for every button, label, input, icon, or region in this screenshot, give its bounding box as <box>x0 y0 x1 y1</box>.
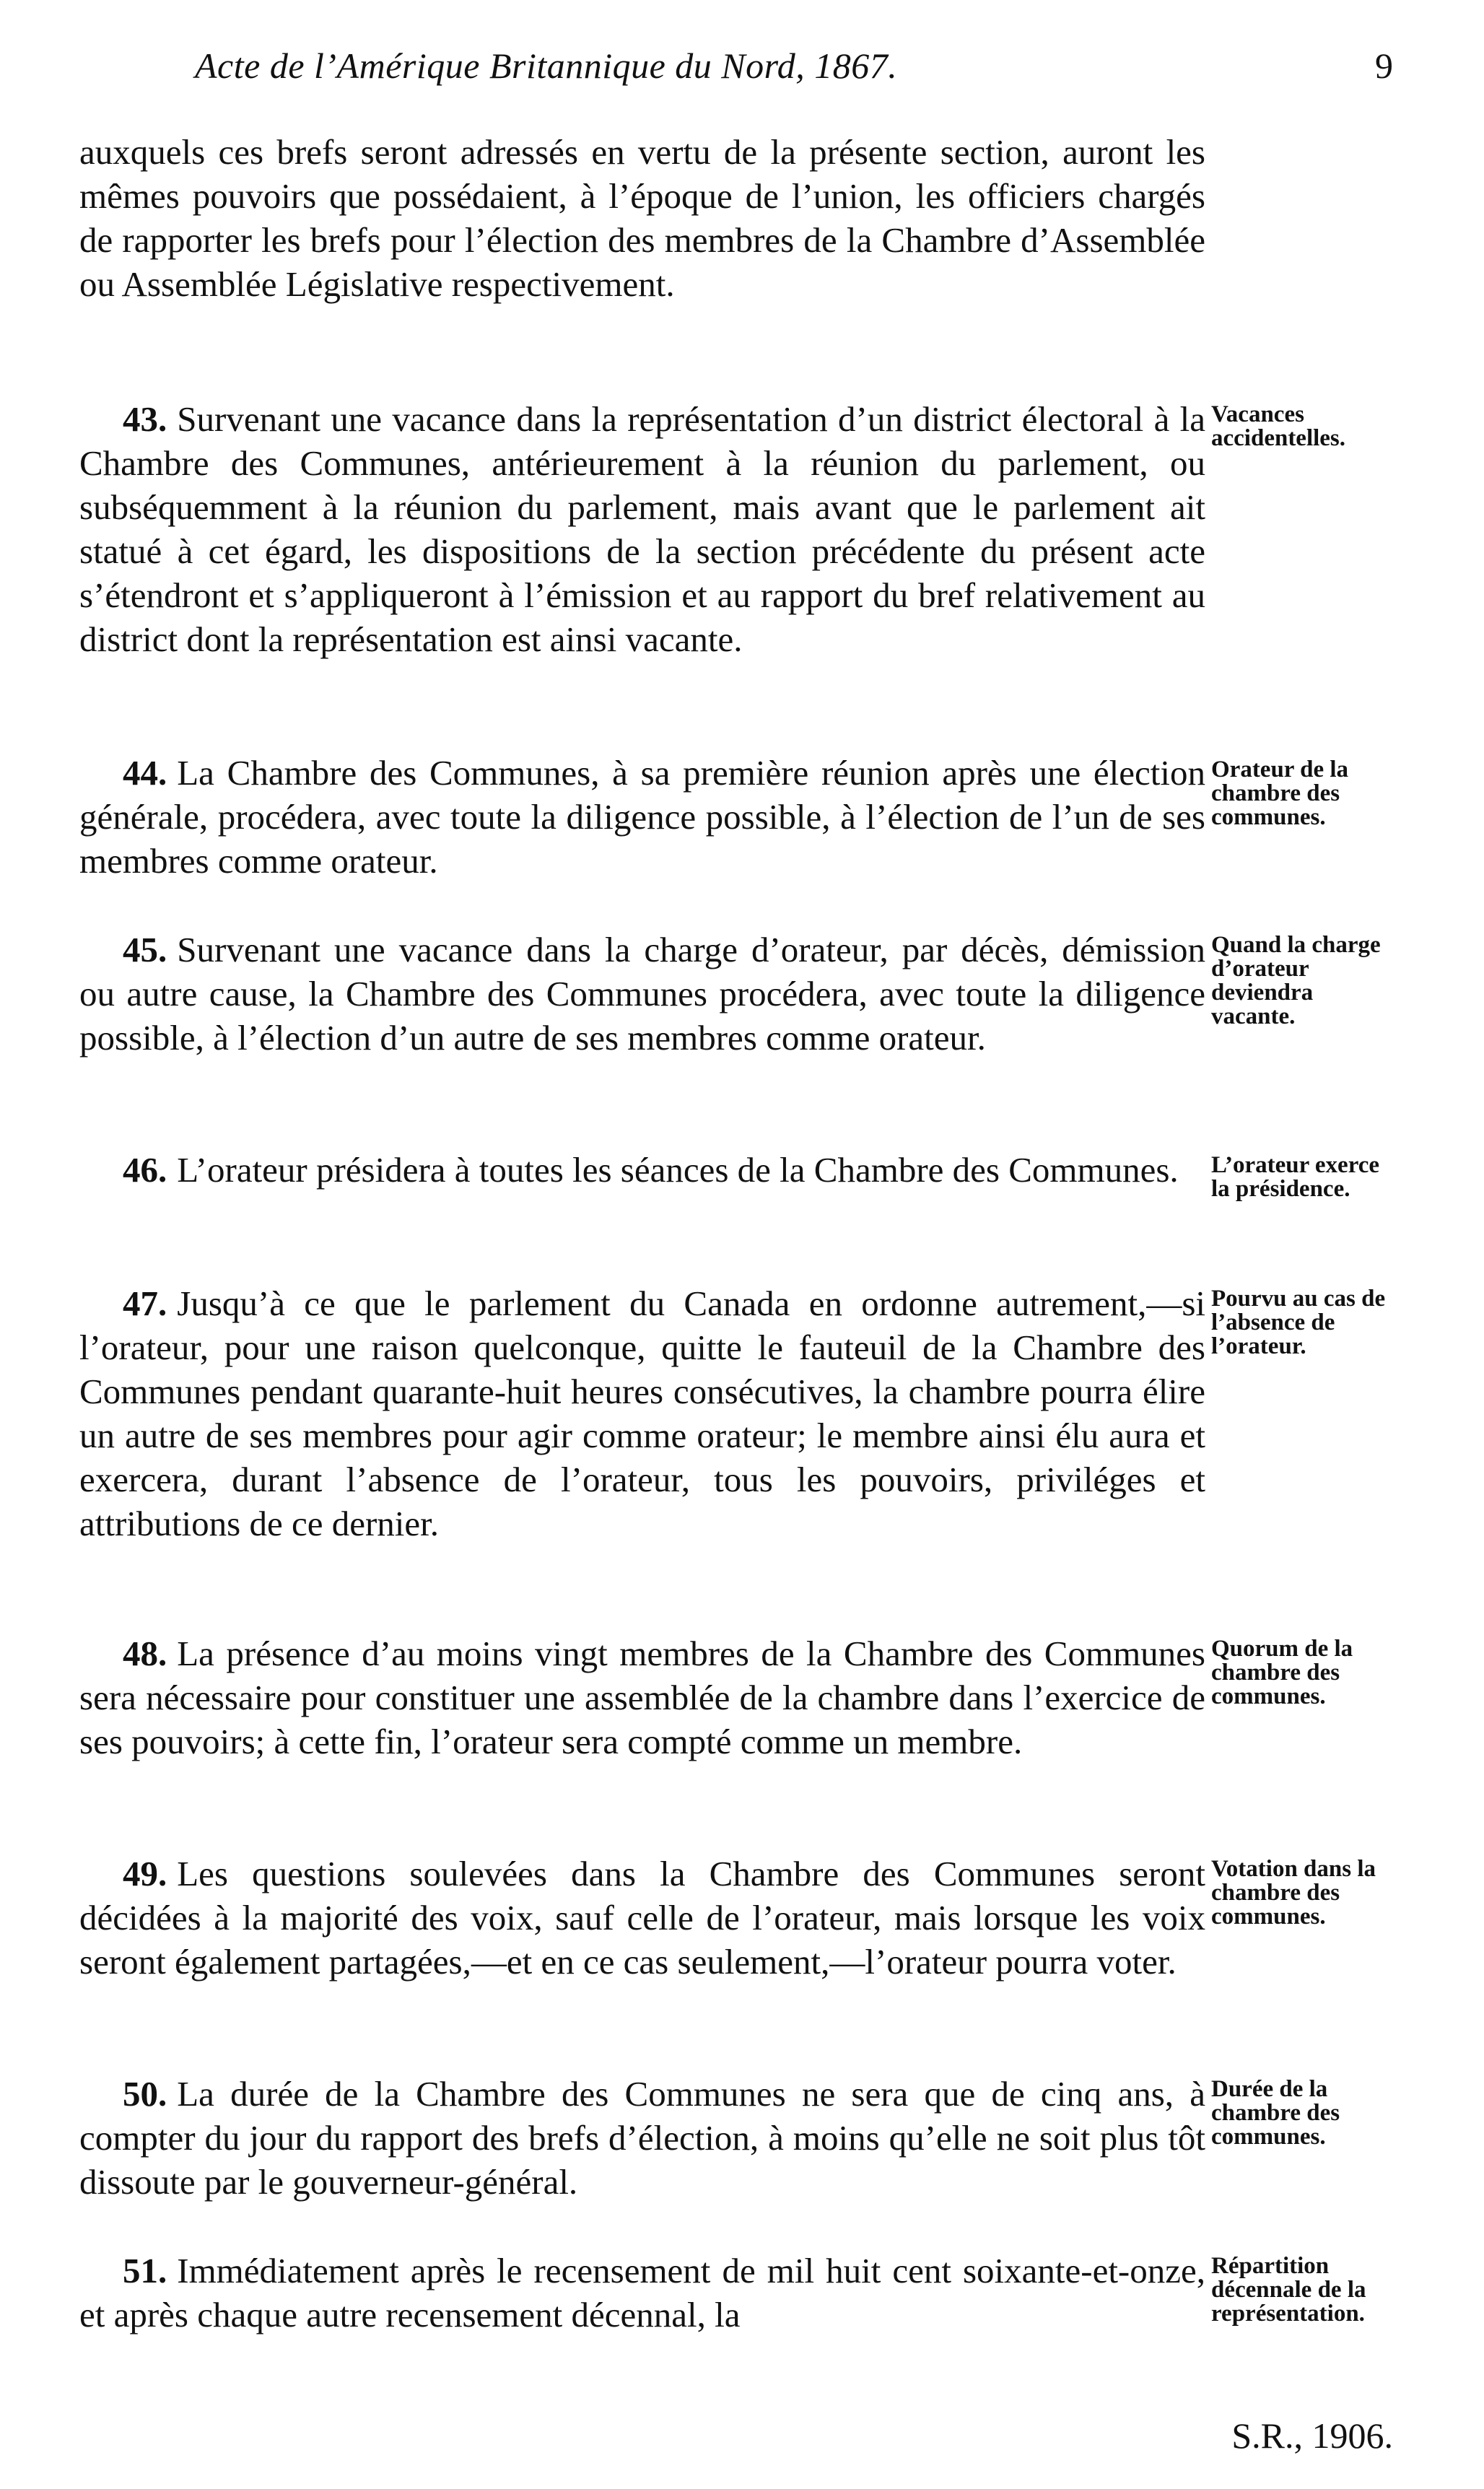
marginal-note-charge-vacante: Quand la charge d’orateur deviendra vacante. <box>1211 932 1381 1029</box>
section-number: 43. <box>123 399 167 439</box>
paragraph-text: auxquels ces brefs seront adressés en vertu de la présente section, auront les mêmes pouvoirs que possédaient, à l’époque de l’union, les officiers chargés de rapporter les brefs pour l’élection des membres de la Chambre d’Assemblée ou Assemblée Législative respectivement. <box>79 132 1205 304</box>
section-44 <box>79 751 1205 883</box>
paragraph-text: Immédiatement après le recensement de mil huit cent soixante-et-onze, et après chaque autre recensement décennal, la <box>79 2251 1205 2335</box>
signature-mark: S.R., 1906. <box>1231 2415 1393 2456</box>
section-number: 47. <box>123 1283 167 1323</box>
section-49 <box>79 1852 1205 1984</box>
marginal-note-repartition: Répartition décennale de la représentation. <box>1211 2253 1366 2327</box>
page-number: 9 <box>1375 45 1393 86</box>
marginal-note-absence: Pourvu au cas de l’absence de l’orateur. <box>1211 1286 1386 1359</box>
paragraph-text: Survenant une vacance dans la charge d’orateur, par décès, démission ou autre cause, la Chambre des Communes procédera, avec toute la diligence possible, à l’élection d’un autre de ses membres comme orateur. <box>79 930 1205 1058</box>
section-45 <box>79 928 1205 1060</box>
marginal-note-orateur: Orateur de la chambre des communes. <box>1211 757 1349 830</box>
paragraph-text: La présence d’au moins vingt membres de la Chambre des Communes sera nécessaire pour constituer une assemblée de la chambre dans l’exercice de ses pouvoirs; à cette fin, l’orateur sera compté comme un membre. <box>79 1634 1205 1761</box>
paragraph-text: Survenant une vacance dans la représentation d’un district électoral à la Chambre des Communes, antérieurement à la réunion du parlement, ou subséquemment à la réunion du parlement, mais avant que le parlement ait statué à cet égard, les dispositions de la section précédente du présent acte s’étendront et s’appliqueront à l’émission et au rapport du bref relativement au district dont la représentation est ainsi vacante. <box>79 399 1205 659</box>
section-number: 51. <box>123 2251 167 2290</box>
section-43 <box>79 397 1205 661</box>
section-number: 46. <box>123 1150 167 1190</box>
paragraph-text: La durée de la Chambre des Communes ne sera que de cinq ans, à compter du jour du rapport des brefs d’élection, à moins qu’elle ne soit plus tôt dissoute par le gouverneur-général. <box>79 2074 1205 2202</box>
section-47 <box>79 1281 1205 1546</box>
section-number: 48. <box>123 1634 167 1673</box>
paragraph-text: Jusqu’à ce que le parlement du Canada en ordonne autrement,—si l’orateur, pour une raison quelconque, quitte le fauteuil de la Chambre des Communes pendant quarante-huit heures consécutives, la chambre pourra élire un autre de ses membres pour agir comme orateur; le membre ainsi élu aura et exercera, durant l’absence de l’orateur, tous les pouvoirs, priviléges et attributions de ce dernier. <box>79 1283 1205 1543</box>
marginal-note-presidence: L’orateur exerce la présidence. <box>1211 1152 1380 1202</box>
section-number: 44. <box>123 753 167 793</box>
marginal-note-duree: Durée de la chambre des communes. <box>1211 2076 1340 2150</box>
paragraph-continuation <box>79 130 1205 306</box>
section-number: 50. <box>123 2074 167 2114</box>
section-48 <box>79 1631 1205 1764</box>
marginal-note-quorum: Quorum de la chambre des communes. <box>1211 1636 1353 1709</box>
marginal-note-votation: Votation dans la chambre des communes. <box>1211 1856 1376 1930</box>
section-number: 49. <box>123 1854 167 1893</box>
paragraph-text: Les questions soulevées dans la Chambre des Communes seront décidées à la majorité des voix, sauf celle de l’orateur, mais lorsque les voix seront également partagées,—et en ce cas seulement,—l’orateur pourra voter. <box>79 1854 1205 1982</box>
page-header <box>79 45 1393 103</box>
section-number: 45. <box>123 930 167 969</box>
section-51 <box>79 2249 1205 2337</box>
section-50 <box>79 2072 1205 2204</box>
paragraph-text: L’orateur présidera à toutes les séances de la Chambre des Communes. <box>177 1150 1179 1190</box>
paragraph-text: La Chambre des Communes, à sa première réunion après une élection générale, procédera, avec toute la diligence possible, à l’élection de l’un de ses membres comme orateur. <box>79 753 1205 881</box>
marginal-note-vacances: Vacances accidentelles. <box>1211 401 1346 451</box>
section-46 <box>79 1148 1205 1192</box>
running-title: Acte de l’Amérique Britannique du Nord, 1867. <box>195 45 898 86</box>
